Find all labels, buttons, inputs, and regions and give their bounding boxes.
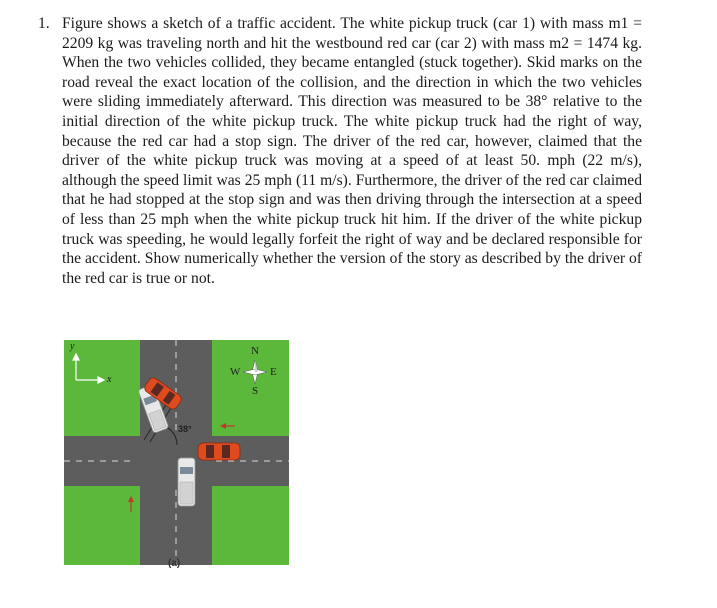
intersection-illustration	[64, 340, 289, 565]
white-pickup-truck-before	[178, 458, 195, 506]
y-axis-label: y	[70, 341, 75, 352]
figure-caption: (a)	[168, 558, 181, 569]
angle-label: 38°	[178, 424, 192, 434]
red-car-before	[198, 443, 240, 460]
problem-statement	[38, 14, 642, 288]
compass-east-label: E	[270, 366, 277, 378]
grass-bottom-left	[64, 486, 140, 565]
grass-bottom-right	[212, 486, 289, 565]
x-axis-label: x	[107, 374, 112, 385]
problem-number: 1.	[38, 15, 50, 32]
accident-figure	[64, 340, 289, 565]
problem-text: Figure shows a sketch of a traffic accident. The white pickup truck (car 1) with mass m1 = 2209 kg was traveling north and hit the westbound red car (car 2) with mass m2 = 1474 kg. When the two vehicles collided, they became entangled (stuck together). Skid marks on the road reveal the exact location of the collision, and the direction in which the two vehicles were sliding immediately afterward. This direction was measured to be 38° relative to the initial direction of the white pickup truck. The white pickup truck had the right of way, because the red car had a stop sign. The driver of the red car, however, claimed that the driver of the white pickup truck was moving at a speed of at least 50. mph (22 m/s), although the speed limit was 25 mph (11 m/s). Furthermore, the driver of the red car claimed that he had stopped at the stop sign and was then driving through the intersection at a speed of less than 25 mph when the white pickup truck hit him. If the driver of the white pickup truck was speeding, he would legally forfeit the right of way and be declared responsible for the accident. Show numerically whether the version of the story as described by the driver of the red car is true or not.	[62, 15, 642, 287]
compass-west-label: W	[230, 366, 241, 378]
compass-south-label: S	[252, 385, 259, 397]
compass-north-label: N	[251, 345, 259, 357]
